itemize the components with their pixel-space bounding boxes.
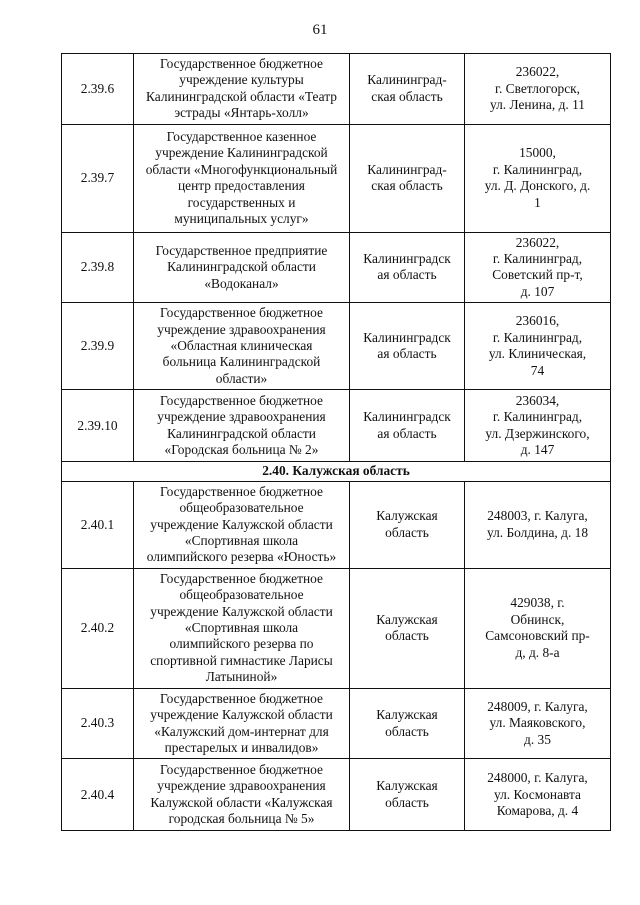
region: Калужская область bbox=[350, 688, 465, 759]
address: 236022, г. Калининград, Советский пр-т, д. 107 bbox=[465, 232, 611, 303]
table-row bbox=[62, 303, 611, 390]
row-number: 2.39.9 bbox=[62, 303, 134, 390]
region: Калининград- ская область bbox=[350, 124, 465, 232]
region: Калужская область bbox=[350, 568, 465, 688]
address: 15000, г. Калининград, ул. Д. Донского, д. 1 bbox=[465, 124, 611, 232]
address: 236016, г. Калининград, ул. Клиническая, 74 bbox=[465, 303, 611, 390]
organization-name: Государственное казенное учреждение Калининградской области «Многофункциональный центр предоставления государственных и муниципальных услуг» bbox=[134, 124, 350, 232]
table-row bbox=[62, 232, 611, 303]
table-row bbox=[62, 759, 611, 831]
table-row bbox=[62, 481, 611, 568]
organization-name: Государственное бюджетное учреждение здравоохранения Калининградской области «Городская больница № 2» bbox=[134, 390, 350, 462]
address: 236022, г. Светлогорск, ул. Ленина, д. 11 bbox=[465, 54, 611, 125]
region: Калужская область bbox=[350, 481, 465, 568]
table-row bbox=[62, 124, 611, 232]
region: Калининградск ая область bbox=[350, 390, 465, 462]
page-number: 61 bbox=[312, 22, 328, 38]
organization-name: Государственное бюджетное общеобразовательное учреждение Калужской области «Спортивная школа олимпийского резерва по спортивной гимнастике Ларисы Латыниной» bbox=[134, 568, 350, 688]
table-row bbox=[62, 390, 611, 462]
section-title: 2.40. Калужская область bbox=[62, 462, 611, 481]
organization-name: Государственное предприятие Калининградской области «Водоканал» bbox=[134, 232, 350, 303]
organization-name: Государственное бюджетное общеобразовательное учреждение Калужской области «Спортивная школа олимпийского резерва «Юность» bbox=[134, 481, 350, 568]
table-row bbox=[62, 54, 611, 125]
row-number: 2.39.6 bbox=[62, 54, 134, 125]
table-row bbox=[62, 688, 611, 759]
organization-name: Государственное бюджетное учреждение культуры Калининградской области «Театр эстрады «Янтарь-холл» bbox=[134, 54, 350, 125]
address: 429038, г. Обнинск, Самсоновский пр- д, д. 8-а bbox=[465, 568, 611, 688]
row-number: 2.40.3 bbox=[62, 688, 134, 759]
region: Калининград- ская область bbox=[350, 54, 465, 125]
organization-name: Государственное бюджетное учреждение здравоохранения «Областная клиническая больница Калининградской области» bbox=[134, 303, 350, 390]
address: 248009, г. Калуга, ул. Маяковского, д. 35 bbox=[465, 688, 611, 759]
region: Калининградск ая область bbox=[350, 303, 465, 390]
row-number: 2.39.7 bbox=[62, 124, 134, 232]
address: 236034, г. Калининград, ул. Дзержинского, д. 147 bbox=[465, 390, 611, 462]
registry-table bbox=[61, 53, 611, 831]
row-number: 2.39.8 bbox=[62, 232, 134, 303]
row-number: 2.39.10 bbox=[62, 390, 134, 462]
organization-name: Государственное бюджетное учреждение здравоохранения Калужской области «Калужская городская больница № 5» bbox=[134, 759, 350, 831]
organization-name: Государственное бюджетное учреждение Калужской области «Калужский дом-интернат для престарелых и инвалидов» bbox=[134, 688, 350, 759]
region: Калининградск ая область bbox=[350, 232, 465, 303]
table-row bbox=[62, 568, 611, 688]
address: 248003, г. Калуга, ул. Болдина, д. 18 bbox=[465, 481, 611, 568]
region: Калужская область bbox=[350, 759, 465, 831]
address: 248000, г. Калуга, ул. Космонавта Комарова, д. 4 bbox=[465, 759, 611, 831]
row-number: 2.40.1 bbox=[62, 481, 134, 568]
section-header-row bbox=[62, 462, 611, 481]
row-number: 2.40.2 bbox=[62, 568, 134, 688]
row-number: 2.40.4 bbox=[62, 759, 134, 831]
